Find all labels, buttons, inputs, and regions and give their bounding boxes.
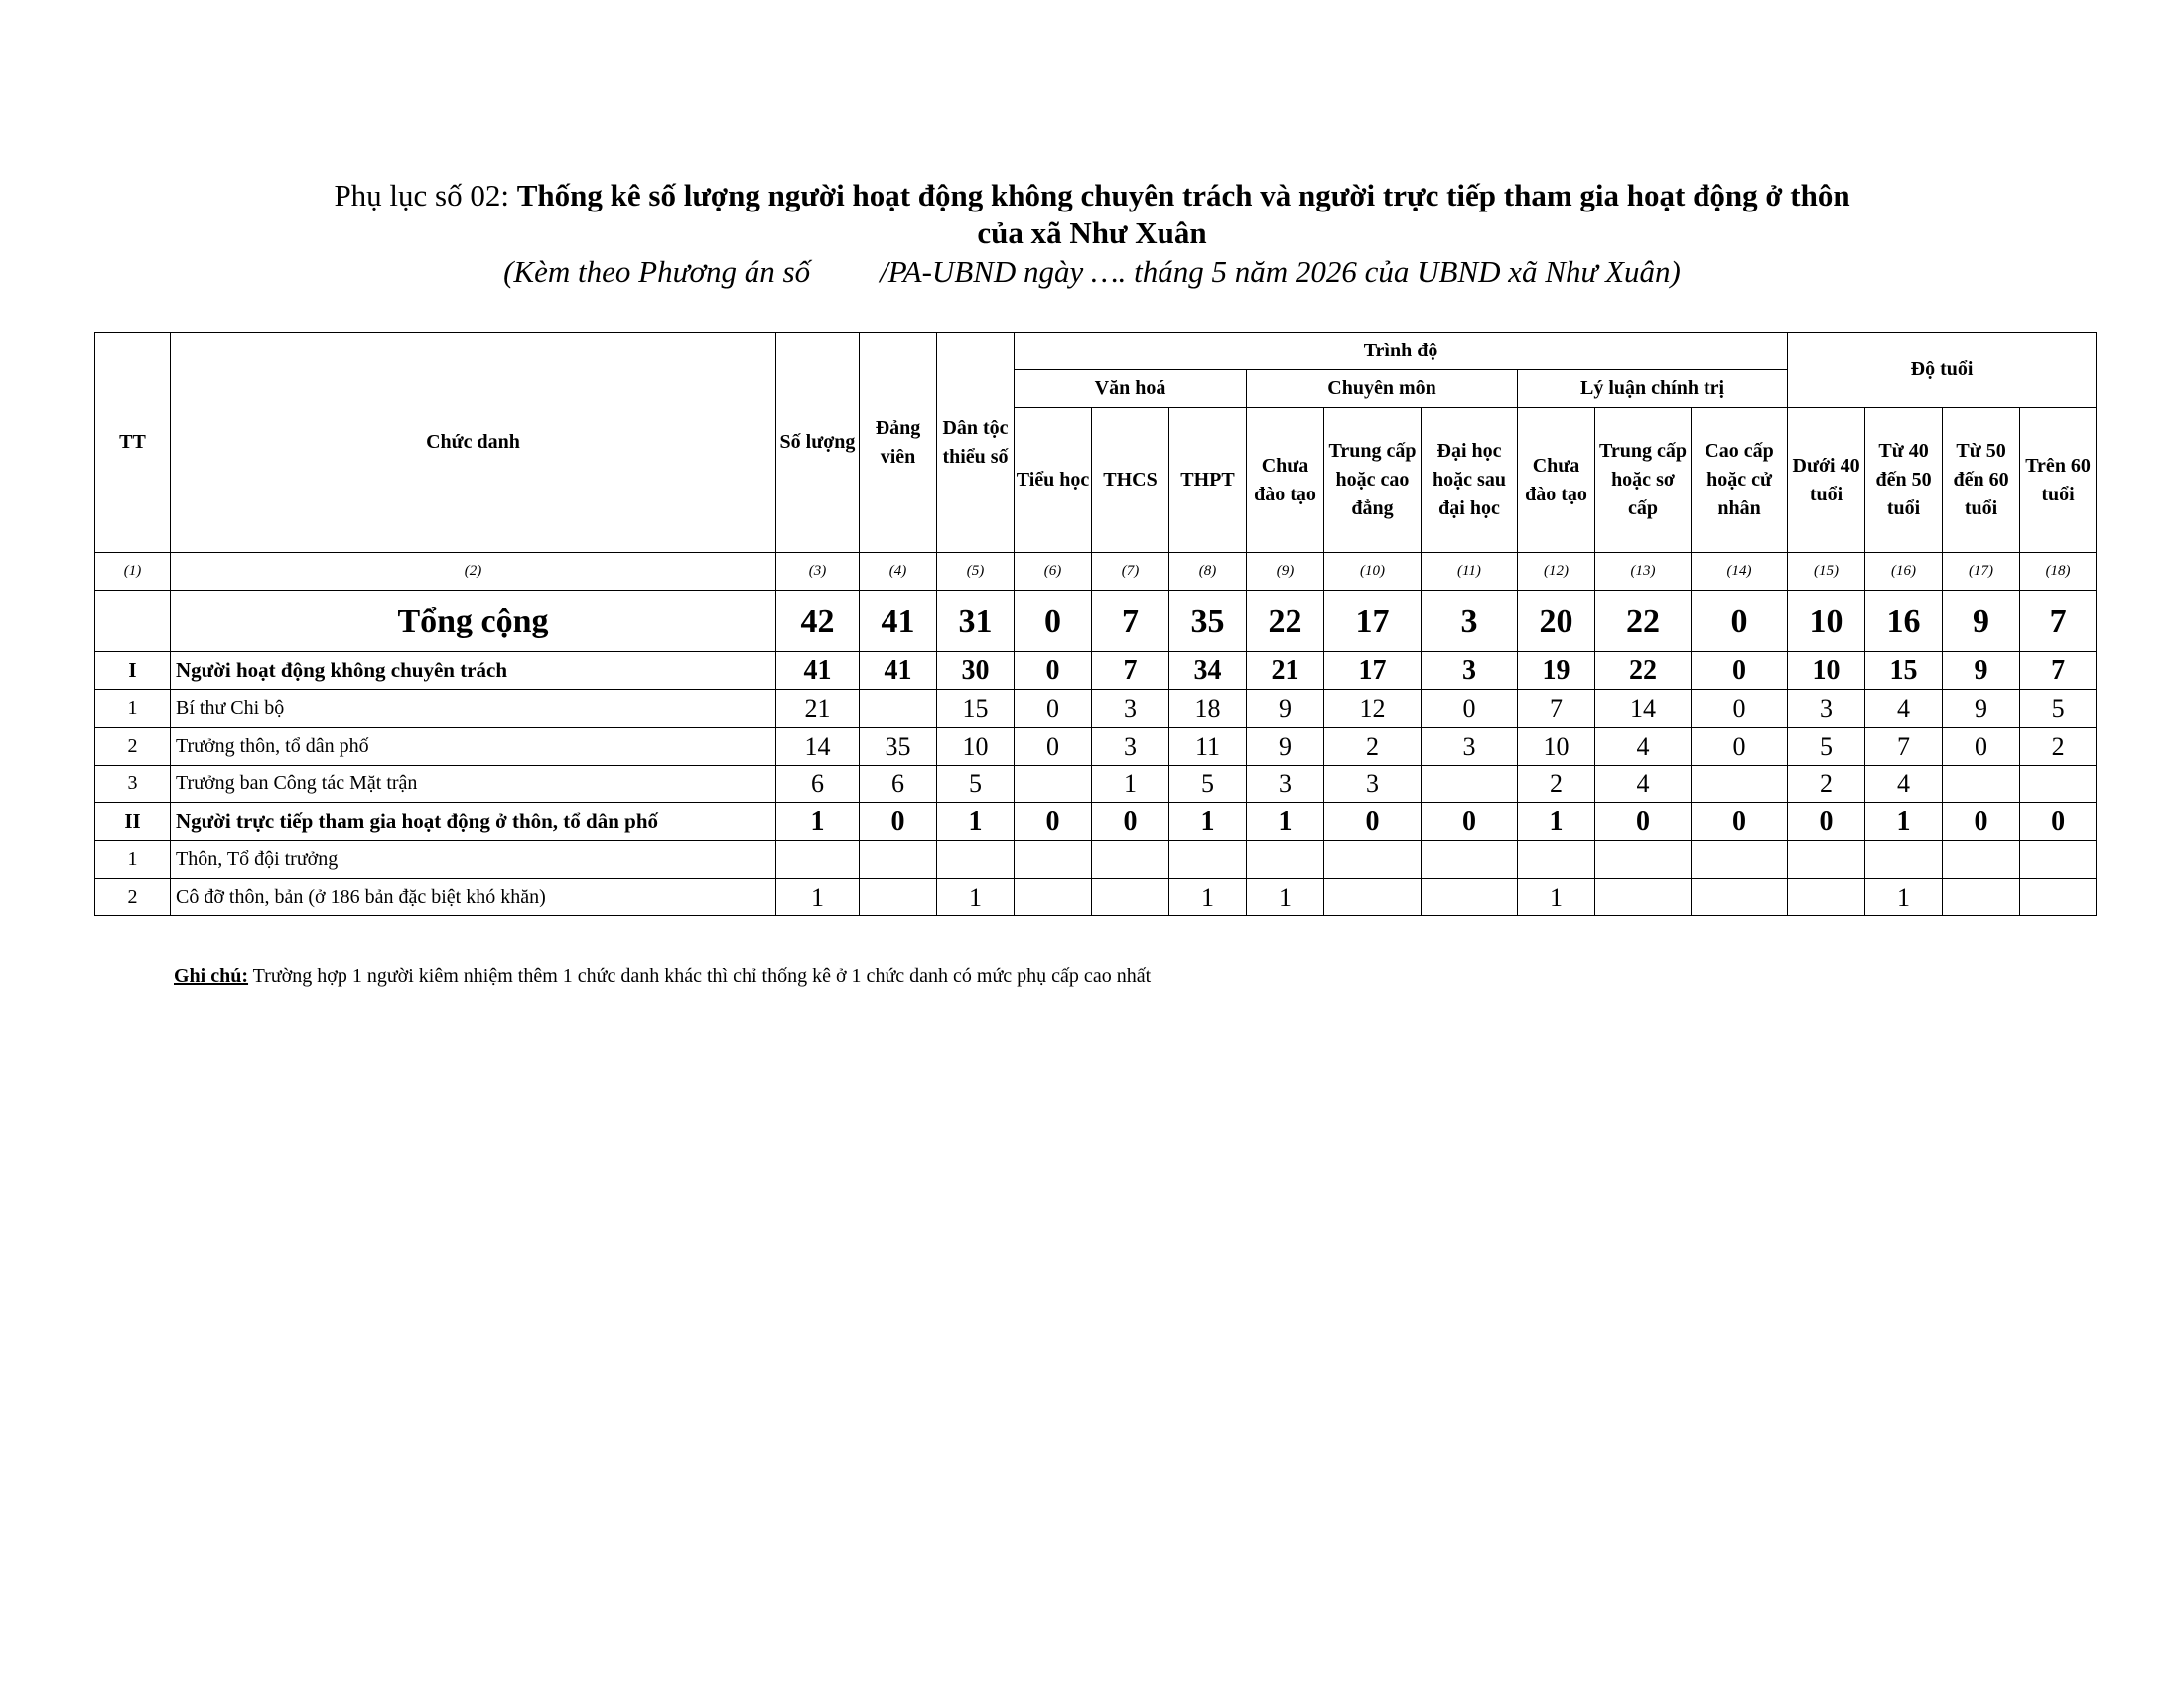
row-value-cell <box>1595 841 1692 879</box>
row-value-cell: 4 <box>1595 766 1692 803</box>
row-value-cell: 10 <box>1788 652 1865 690</box>
row-value-cell: 1 <box>1247 879 1324 916</box>
row-value-cell <box>860 879 937 916</box>
table-row <box>95 841 2097 879</box>
row-label-cell: Thôn, Tổ đội trưởng <box>171 841 776 879</box>
row-value-cell: 4 <box>1865 766 1943 803</box>
row-value-cell: 0 <box>1692 652 1788 690</box>
subtitle-part-b: /PA-UBND ngày …. tháng 5 năm 2026 của UBND xã Như Xuân) <box>880 254 1681 289</box>
row-value-cell <box>2020 841 2097 879</box>
row-value-cell: 14 <box>1595 690 1692 728</box>
row-value-cell: 35 <box>860 728 937 766</box>
table-row <box>95 690 2097 728</box>
header-ll-cao-cap: Cao cấp hoặc cử nhân <box>1692 408 1788 553</box>
row-value-cell: 10 <box>1518 728 1595 766</box>
row-value-cell: 5 <box>1788 728 1865 766</box>
row-value-cell: 0 <box>1943 728 2020 766</box>
row-value-cell: 0 <box>1324 803 1422 841</box>
header-thpt: THPT <box>1169 408 1247 553</box>
row-value-cell: 6 <box>860 766 937 803</box>
column-index-cell: (11) <box>1422 553 1518 591</box>
table-row <box>95 728 2097 766</box>
row-label-cell: Người hoạt động không chuyên trách <box>171 652 776 690</box>
column-index-cell: (18) <box>2020 553 2097 591</box>
column-index-cell: (14) <box>1692 553 1788 591</box>
row-value-cell: 3 <box>1788 690 1865 728</box>
row-value-cell: 18 <box>1169 690 1247 728</box>
title-prefix: Phụ lục số 02: <box>334 178 517 212</box>
row-tt-cell: I <box>95 652 171 690</box>
row-value-cell <box>860 690 937 728</box>
row-value-cell <box>1943 766 2020 803</box>
column-index-cell: (4) <box>860 553 937 591</box>
header-cm-chua-dao-tao: Chưa đào tạo <box>1247 408 1324 553</box>
row-value-cell: 5 <box>937 766 1015 803</box>
row-value-cell: 21 <box>1247 652 1324 690</box>
column-index-cell: (6) <box>1015 553 1092 591</box>
header-tren-60: Trên 60 tuổi <box>2020 408 2097 553</box>
header-dang-vien: Đảng viên <box>860 333 937 553</box>
title-line-1 <box>94 177 2090 214</box>
total-value-cell: 7 <box>2020 591 2097 652</box>
column-index-cell: (17) <box>1943 553 2020 591</box>
column-index-cell: (2) <box>171 553 776 591</box>
row-value-cell: 19 <box>1518 652 1595 690</box>
row-tt-cell: 2 <box>95 879 171 916</box>
column-index-cell: (1) <box>95 553 171 591</box>
footnote-label: Ghi chú: <box>174 965 249 987</box>
column-index-row <box>95 553 2097 591</box>
column-index-cell: (3) <box>776 553 860 591</box>
row-value-cell: 9 <box>1247 690 1324 728</box>
header-duoi-40: Dưới 40 tuổi <box>1788 408 1865 553</box>
subtitle-part-a: (Kèm theo Phương án số <box>503 254 811 289</box>
header-ll-chua-dao-tao: Chưa đào tạo <box>1518 408 1595 553</box>
total-value-cell: 10 <box>1788 591 1865 652</box>
row-label-cell: Bí thư Chi bộ <box>171 690 776 728</box>
header-trinh-do: Trình độ <box>1015 333 1788 370</box>
row-value-cell: 1 <box>1092 766 1169 803</box>
row-value-cell: 0 <box>1422 803 1518 841</box>
row-value-cell <box>2020 879 2097 916</box>
row-value-cell: 12 <box>1324 690 1422 728</box>
table-header <box>95 333 2097 553</box>
total-value-cell: 0 <box>1015 591 1092 652</box>
header-chuc-danh: Chức danh <box>171 333 776 553</box>
row-value-cell: 7 <box>1518 690 1595 728</box>
row-value-cell <box>1865 841 1943 879</box>
row-value-cell: 4 <box>1595 728 1692 766</box>
row-value-cell <box>1788 879 1865 916</box>
header-tieu-hoc: Tiểu học <box>1015 408 1092 553</box>
row-value-cell <box>860 841 937 879</box>
footnote <box>174 963 1151 989</box>
header-tt: TT <box>95 333 171 553</box>
total-value-cell: 20 <box>1518 591 1595 652</box>
row-value-cell: 0 <box>860 803 937 841</box>
total-value-cell: 41 <box>860 591 937 652</box>
header-ll-trung-cap: Trung cấp hoặc sơ cấp <box>1595 408 1692 553</box>
total-row <box>95 591 2097 652</box>
header-tu-40-50: Từ 40 đến 50 tuổi <box>1865 408 1943 553</box>
row-value-cell: 7 <box>1865 728 1943 766</box>
row-value-cell: 0 <box>1092 803 1169 841</box>
row-value-cell: 1 <box>1169 803 1247 841</box>
header-so-luong: Số lượng <box>776 333 860 553</box>
row-value-cell: 0 <box>1015 690 1092 728</box>
row-value-cell <box>1015 841 1092 879</box>
row-value-cell: 11 <box>1169 728 1247 766</box>
row-value-cell: 0 <box>1692 803 1788 841</box>
row-value-cell: 3 <box>1092 728 1169 766</box>
row-value-cell: 1 <box>937 803 1015 841</box>
row-value-cell: 14 <box>776 728 860 766</box>
total-value-cell: 17 <box>1324 591 1422 652</box>
row-value-cell: 1 <box>1865 879 1943 916</box>
row-value-cell <box>1092 879 1169 916</box>
row-tt-cell: II <box>95 803 171 841</box>
row-value-cell: 22 <box>1595 652 1692 690</box>
row-value-cell: 15 <box>1865 652 1943 690</box>
total-value-cell: 35 <box>1169 591 1247 652</box>
total-value-cell: 31 <box>937 591 1015 652</box>
total-label: Tổng cộng <box>171 591 776 652</box>
header-cm-dai-hoc: Đại học hoặc sau đại học <box>1422 408 1518 553</box>
column-index-cell: (7) <box>1092 553 1169 591</box>
row-value-cell <box>1092 841 1169 879</box>
row-value-cell: 7 <box>2020 652 2097 690</box>
row-value-cell: 1 <box>1169 879 1247 916</box>
row-value-cell: 3 <box>1324 766 1422 803</box>
row-value-cell: 6 <box>776 766 860 803</box>
group-row <box>95 803 2097 841</box>
header-dan-toc: Dân tộc thiểu số <box>937 333 1015 553</box>
total-value-cell: 7 <box>1092 591 1169 652</box>
row-value-cell: 1 <box>937 879 1015 916</box>
row-value-cell: 9 <box>1247 728 1324 766</box>
row-value-cell <box>1518 841 1595 879</box>
title-line-2: của xã Như Xuân <box>977 215 1207 250</box>
row-value-cell: 3 <box>1092 690 1169 728</box>
total-value-cell: 16 <box>1865 591 1943 652</box>
row-value-cell: 21 <box>776 690 860 728</box>
column-index-cell: (5) <box>937 553 1015 591</box>
row-value-cell: 9 <box>1943 690 2020 728</box>
row-value-cell: 7 <box>1092 652 1169 690</box>
row-value-cell: 15 <box>937 690 1015 728</box>
row-value-cell: 2 <box>1518 766 1595 803</box>
row-value-cell: 0 <box>1692 690 1788 728</box>
row-tt-cell: 1 <box>95 690 171 728</box>
title-main: Thống kê số lượng người hoạt động không chuyên trách và người trực tiếp tham gia hoạt động ở thôn <box>516 178 1850 212</box>
row-label-cell: Người trực tiếp tham gia hoạt động ở thôn, tổ dân phố <box>171 803 776 841</box>
row-value-cell: 0 <box>1692 728 1788 766</box>
header-van-hoa: Văn hoá <box>1015 370 1247 408</box>
row-value-cell: 4 <box>1865 690 1943 728</box>
row-value-cell: 1 <box>776 879 860 916</box>
row-value-cell: 0 <box>1422 690 1518 728</box>
row-value-cell: 41 <box>860 652 937 690</box>
row-value-cell: 0 <box>1015 803 1092 841</box>
table-row <box>95 879 2097 916</box>
row-value-cell: 17 <box>1324 652 1422 690</box>
total-value-cell: 42 <box>776 591 860 652</box>
row-value-cell: 34 <box>1169 652 1247 690</box>
footnote-text: Trường hợp 1 người kiêm nhiệm thêm 1 chức danh khác thì chỉ thống kê ở 1 chức danh có mức phụ cấp cao nhất <box>248 965 1152 987</box>
column-index-cell: (15) <box>1788 553 1865 591</box>
row-value-cell <box>1422 766 1518 803</box>
column-index-cell: (8) <box>1169 553 1247 591</box>
row-value-cell: 3 <box>1247 766 1324 803</box>
total-value-cell: 9 <box>1943 591 2020 652</box>
row-value-cell <box>1595 879 1692 916</box>
column-index-cell: (12) <box>1518 553 1595 591</box>
row-value-cell: 3 <box>1422 728 1518 766</box>
header-do-tuoi: Độ tuổi <box>1788 333 2097 408</box>
row-value-cell: 2 <box>1788 766 1865 803</box>
row-value-cell: 10 <box>937 728 1015 766</box>
row-value-cell <box>1788 841 1865 879</box>
row-tt-cell: 3 <box>95 766 171 803</box>
row-value-cell <box>1422 841 1518 879</box>
title-subtitle <box>94 252 2090 292</box>
total-value-cell: 22 <box>1247 591 1324 652</box>
row-value-cell: 0 <box>2020 803 2097 841</box>
row-value-cell: 1 <box>1247 803 1324 841</box>
row-value-cell <box>1943 879 2020 916</box>
row-value-cell: 9 <box>1943 652 2020 690</box>
statistics-table <box>94 332 2097 916</box>
row-value-cell: 0 <box>1943 803 2020 841</box>
row-value-cell: 2 <box>1324 728 1422 766</box>
row-value-cell: 5 <box>1169 766 1247 803</box>
row-value-cell <box>1422 879 1518 916</box>
column-index-cell: (10) <box>1324 553 1422 591</box>
row-label-cell: Trưởng thôn, tổ dân phố <box>171 728 776 766</box>
row-value-cell: 30 <box>937 652 1015 690</box>
row-value-cell: 3 <box>1422 652 1518 690</box>
row-value-cell <box>1247 841 1324 879</box>
row-value-cell <box>1692 879 1788 916</box>
row-label-cell: Trưởng ban Công tác Mặt trận <box>171 766 776 803</box>
table-body <box>95 553 2097 916</box>
row-value-cell <box>1692 766 1788 803</box>
group-row <box>95 652 2097 690</box>
row-value-cell: 0 <box>1015 652 1092 690</box>
header-thcs: THCS <box>1092 408 1169 553</box>
header-chuyen-mon: Chuyên môn <box>1247 370 1518 408</box>
row-value-cell <box>1015 766 1092 803</box>
row-value-cell <box>2020 766 2097 803</box>
total-value-cell: 0 <box>1692 591 1788 652</box>
row-tt-cell: 1 <box>95 841 171 879</box>
header-cm-trung-cap: Trung cấp hoặc cao đẳng <box>1324 408 1422 553</box>
row-value-cell <box>1015 879 1092 916</box>
row-value-cell <box>1692 841 1788 879</box>
row-value-cell <box>1324 879 1422 916</box>
column-index-cell: (13) <box>1595 553 1692 591</box>
row-value-cell: 0 <box>1015 728 1092 766</box>
row-value-cell <box>937 841 1015 879</box>
row-value-cell: 2 <box>2020 728 2097 766</box>
total-value-cell: 3 <box>1422 591 1518 652</box>
header-ly-luan: Lý luận chính trị <box>1518 370 1788 408</box>
row-value-cell: 1 <box>776 803 860 841</box>
row-tt-cell: 2 <box>95 728 171 766</box>
row-value-cell <box>1943 841 2020 879</box>
total-value-cell: 22 <box>1595 591 1692 652</box>
column-index-cell: (16) <box>1865 553 1943 591</box>
row-value-cell <box>776 841 860 879</box>
table-row <box>95 766 2097 803</box>
row-value-cell: 1 <box>1865 803 1943 841</box>
row-value-cell: 0 <box>1595 803 1692 841</box>
row-value-cell: 1 <box>1518 879 1595 916</box>
row-value-cell <box>1324 841 1422 879</box>
header-tu-50-60: Từ 50 đến 60 tuổi <box>1943 408 2020 553</box>
total-tt-cell <box>95 591 171 652</box>
column-index-cell: (9) <box>1247 553 1324 591</box>
row-value-cell: 5 <box>2020 690 2097 728</box>
row-value-cell: 0 <box>1788 803 1865 841</box>
document-title <box>94 177 2090 292</box>
row-value-cell: 1 <box>1518 803 1595 841</box>
row-label-cell: Cô đỡ thôn, bản (ở 186 bản đặc biệt khó khăn) <box>171 879 776 916</box>
row-value-cell <box>1169 841 1247 879</box>
row-value-cell: 41 <box>776 652 860 690</box>
